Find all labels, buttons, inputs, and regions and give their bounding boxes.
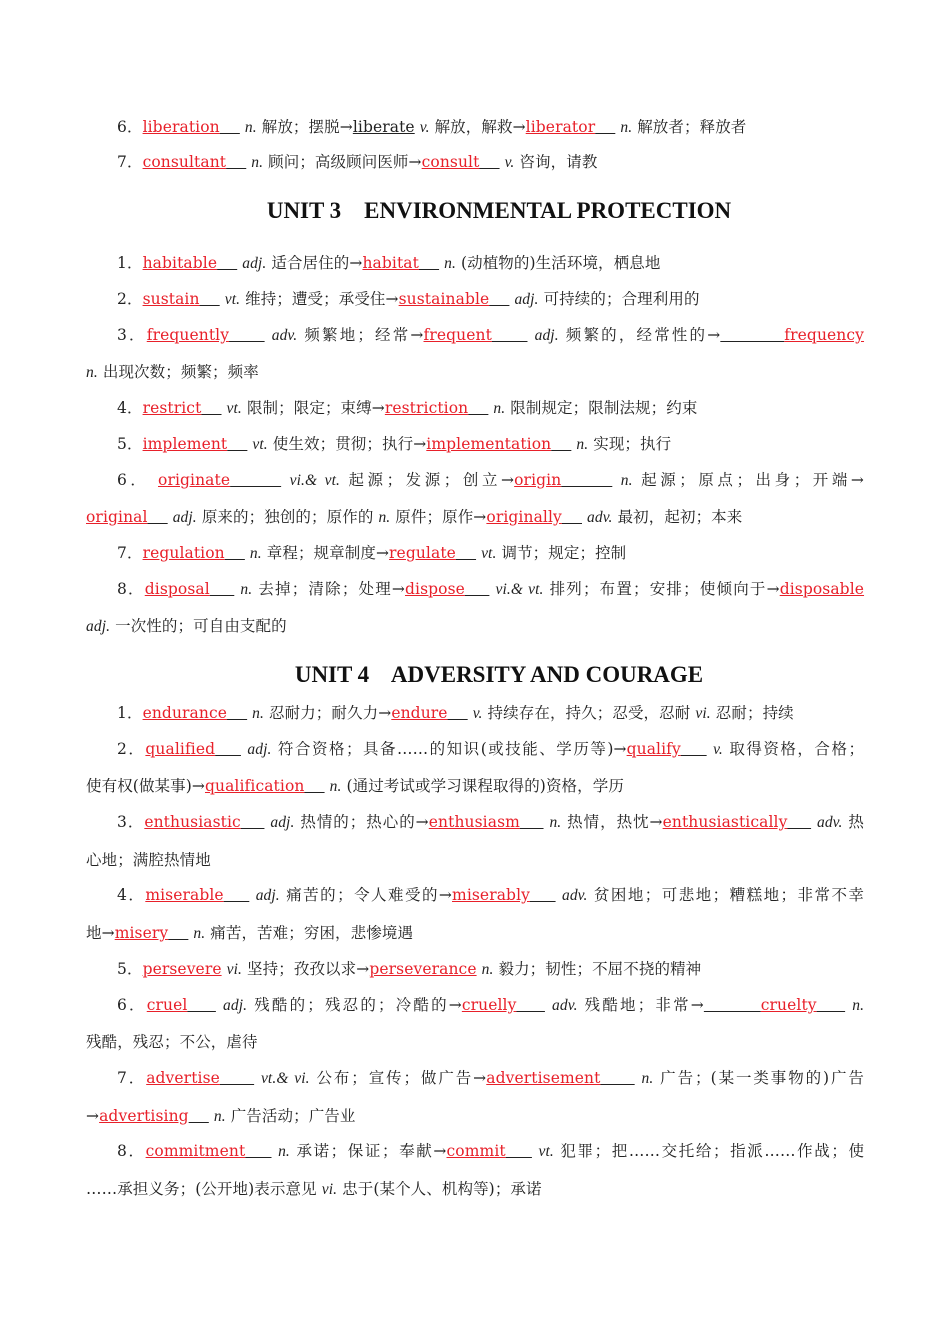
answer-word: habitat [362, 254, 419, 272]
answer-blank [215, 740, 241, 758]
answer-word: perseverance [369, 960, 477, 978]
entry-text: 1． [117, 254, 143, 272]
entry-text: 6． [117, 996, 147, 1014]
part-of-speech: n. [240, 581, 253, 598]
answer-word: frequently [146, 326, 230, 344]
part-of-speech: n. [493, 400, 506, 417]
answer-word: implement [142, 435, 228, 453]
answer-word: advertising [99, 1107, 189, 1125]
answer-blank [230, 471, 281, 489]
entry-line [117, 703, 864, 724]
answer-blank [561, 471, 612, 489]
entry-line [117, 117, 864, 138]
answer-blank [229, 326, 265, 344]
part-of-speech: n. [444, 255, 456, 272]
entry-text: 持续存在，持久；忍受，忍耐 [482, 704, 696, 722]
answer-word: enthusiastically [662, 813, 788, 831]
part-of-speech: v. [419, 119, 430, 136]
answer-word: sustain [142, 290, 200, 308]
answer-word: miserably [452, 886, 530, 904]
entry-text: 使生效；贯彻；执行→ [267, 435, 427, 453]
entry-line [117, 470, 864, 491]
answer-blank [187, 996, 215, 1014]
entry-text: 起源；发源；创立→ [339, 471, 515, 489]
entry-text [527, 326, 534, 344]
entry-text: 限制；限定；束缚→ [241, 399, 385, 417]
answer-word: miserable [145, 886, 224, 904]
entry-line [117, 152, 864, 173]
part-of-speech: n. [244, 119, 257, 136]
answer-word: frequent [423, 326, 492, 344]
entry-text: 限制规定；限制法规；约束 [505, 399, 698, 417]
part-of-speech: vt. [481, 545, 497, 562]
answer-blank [479, 153, 499, 171]
answer-word: advertise [146, 1069, 220, 1087]
entry-text: 调节；规定；控制 [496, 544, 627, 562]
part-of-speech: adj. [223, 997, 248, 1014]
entry-line [117, 812, 864, 833]
entry-line [117, 325, 864, 346]
part-of-speech: adj. [247, 741, 272, 758]
answer-word: originally [486, 508, 562, 526]
entry-line [86, 1032, 864, 1052]
answer-blank [456, 544, 476, 562]
entry-text: 残酷，残忍；不公，虐待 [86, 1033, 258, 1051]
answer-blank [220, 1069, 254, 1087]
answer-blank [489, 290, 509, 308]
given-word: liberate [352, 118, 415, 136]
entry-line [117, 739, 864, 760]
entry-line [117, 543, 864, 564]
answer-blank [551, 435, 571, 453]
entry-text: 忍耐；持续 [710, 704, 794, 722]
part-of-speech: adv. [271, 327, 298, 344]
answer-blank [562, 508, 582, 526]
answer-word: commit [446, 1142, 506, 1160]
entry-text: 公布；宣传；做广告→ [309, 1069, 487, 1087]
answer-word: origin [514, 471, 562, 489]
entry-line [117, 434, 864, 455]
entry-line [86, 923, 864, 944]
answer-word: enthusiasm [428, 813, 520, 831]
entry-line [117, 959, 864, 980]
entry-line [86, 507, 864, 528]
answer-blank [595, 118, 615, 136]
entry-text: 7． [117, 544, 143, 562]
entry-text: 频繁的，经常性的→ [558, 326, 721, 344]
part-of-speech: n. [620, 472, 633, 489]
part-of-speech: vt. [252, 436, 268, 453]
entry-text: 7． [117, 1069, 147, 1087]
entry-text: 5． [117, 435, 143, 453]
entry-line [86, 1106, 864, 1127]
answer-word: implementation [426, 435, 552, 453]
entry-text: 6． [117, 118, 143, 136]
part-of-speech: n. [641, 1070, 654, 1087]
part-of-speech: adj. [242, 255, 267, 272]
answer-word: advertisement [486, 1069, 601, 1087]
answer-blank [787, 813, 811, 831]
part-of-speech: n. [378, 509, 391, 526]
answer-blank [448, 704, 468, 722]
entry-text: 解放，解救→ [429, 118, 526, 136]
answer-word: sustainable [398, 290, 490, 308]
entry-text: 维持；遭受；承受住→ [240, 290, 399, 308]
entry-text [265, 326, 272, 344]
part-of-speech: adj. [255, 887, 280, 904]
answer-word: liberator [525, 118, 596, 136]
answer-word: consultant [142, 153, 227, 171]
answer-blank [168, 924, 188, 942]
entry-line [86, 850, 864, 870]
entry-text: 热 [842, 813, 865, 831]
entry-text: 解放；摆脱→ [256, 118, 353, 136]
answer-word: restrict [142, 399, 202, 417]
entry-text: (动植物的)生活环境，栖息地 [455, 254, 661, 272]
part-of-speech: adj. [172, 509, 197, 526]
entry-text: 章程；规章制度→ [261, 544, 390, 562]
answer-blank [217, 254, 237, 272]
entry-text: 原件；原作→ [390, 508, 487, 526]
entry-text [545, 996, 552, 1014]
answer-word: liberation [142, 118, 220, 136]
entry-text: 6． [117, 471, 159, 489]
answer-word: disposal [144, 580, 210, 598]
entry-line [117, 995, 864, 1016]
answer-word: endure [391, 704, 448, 722]
answer-word: qualification [204, 777, 305, 795]
part-of-speech: adv. [816, 814, 843, 831]
entry-text: 适合居住的→ [266, 254, 363, 272]
entry-text: 一次性的；可自由支配的 [110, 617, 287, 635]
answer-word: misery [114, 924, 169, 942]
part-of-speech: n. [549, 814, 562, 831]
entry-text: 2． [117, 290, 143, 308]
answer-blank [516, 996, 544, 1014]
entry-line [117, 253, 864, 274]
answer-blank [520, 813, 544, 831]
entry-text: 可持续的；合理利用的 [538, 290, 700, 308]
part-of-speech: n. [213, 1108, 226, 1125]
entry-text: 咨询，请教 [514, 153, 598, 171]
part-of-speech: vt. [226, 400, 242, 417]
answer-word: cruelty [760, 996, 817, 1014]
entry-text: 毅力；韧性；不屈不挠的精神 [493, 960, 702, 978]
answer-word: dispose [404, 580, 465, 598]
entry-text: 热情的；热心的→ [294, 813, 429, 831]
answer-word: frequency [784, 326, 865, 344]
part-of-speech: vi. [226, 961, 243, 978]
part-of-speech: vi. [321, 1181, 338, 1198]
part-of-speech: n. [481, 961, 494, 978]
entry-line [86, 1179, 864, 1200]
answer-word: endurance [142, 704, 228, 722]
entry-text: 出现次数；频繁；频率 [97, 363, 259, 381]
entry-text: 实现；执行 [588, 435, 672, 453]
entry-text: 起源；原点；出身；开端→ [632, 471, 864, 489]
answer-blank [210, 580, 234, 598]
entry-text: 频繁地；经常→ [297, 326, 424, 344]
part-of-speech: adj. [534, 327, 559, 344]
entry-text: 残酷的；残忍的；冷酷的→ [247, 996, 462, 1014]
entry-text: 使有权(做某事)→ [86, 777, 205, 795]
entry-text: 3． [117, 813, 145, 831]
entry-text: 1． [117, 704, 143, 722]
unit-heading: UNIT 4 ADVERSITY AND COURAGE [294, 662, 704, 687]
part-of-speech: adj. [514, 291, 539, 308]
entry-line [86, 776, 864, 797]
part-of-speech: n. [251, 154, 264, 171]
entry-text: 残酷地；非常→ [577, 996, 704, 1014]
entry-text [281, 471, 290, 489]
entry-line [86, 362, 864, 383]
answer-word: persevere [142, 960, 222, 978]
entry-text [612, 471, 621, 489]
entry-text: 广告活动；广告业 [225, 1107, 356, 1125]
answer-word: habitable [142, 254, 218, 272]
part-of-speech: n. [852, 997, 865, 1014]
part-of-speech: vt. [224, 291, 241, 308]
entry-text: 4． [117, 399, 143, 417]
answer-blank [201, 399, 221, 417]
part-of-speech: adv. [561, 887, 588, 904]
answer-blank [600, 1069, 634, 1087]
answer-word: enthusiastic [144, 813, 241, 831]
entry-text: 4． [117, 886, 146, 904]
entry-text: 广告；(某一类事物的)广告 [653, 1069, 865, 1087]
entry-line [117, 1141, 864, 1162]
entry-text: 2． [117, 740, 146, 758]
entry-text: 取得资格，合格； [722, 740, 865, 758]
part-of-speech: n. [329, 778, 342, 795]
entry-line [117, 398, 864, 419]
entry-line [117, 1068, 864, 1089]
part-of-speech: adj. [86, 618, 111, 635]
answer-blank [506, 1142, 532, 1160]
entry-text: → [86, 1107, 100, 1125]
part-of-speech: vt. [538, 1143, 554, 1160]
entry-text: 解放者；释放者 [632, 118, 747, 136]
part-of-speech: v. [713, 741, 723, 758]
entry-text: ……承担义务；(公开地)表示意见 [86, 1180, 322, 1198]
part-of-speech: v. [472, 705, 483, 722]
entry-text: 8． [117, 580, 145, 598]
answer-blank [245, 1142, 271, 1160]
part-of-speech: adv. [587, 509, 613, 526]
answer-blank [189, 1107, 209, 1125]
entry-line [117, 579, 864, 600]
answer-blank [200, 290, 220, 308]
answer-blank [226, 153, 246, 171]
entry-text: 5． [117, 960, 143, 978]
part-of-speech: n. [252, 705, 264, 722]
entry-text [635, 1069, 642, 1087]
unit-heading: UNIT 3 ENVIRONMENTAL PROTECTION [266, 198, 732, 223]
answer-blank [681, 740, 707, 758]
entry-line [117, 885, 864, 906]
entry-text: 原来的；独创的；原作的 [196, 508, 379, 526]
entry-text: 痛苦，苦难；穷困，悲惨境遇 [205, 924, 414, 942]
entry-text: 顾问；高级顾问医师→ [263, 153, 422, 171]
entry-text: 忍耐力；耐久力→ [263, 704, 392, 722]
entry-line [86, 616, 864, 637]
entry-text: 犯罪；把……交托给；指派……作战；使 [553, 1142, 865, 1160]
answer-blank [492, 326, 528, 344]
answer-blank [465, 580, 489, 598]
entry-text [216, 996, 223, 1014]
answer-word: qualified [145, 740, 216, 758]
entry-text: 贫困地；可悲地；糟糕地；非常不幸 [587, 886, 865, 904]
answer-word: originate [158, 471, 231, 489]
answer-word: qualify [626, 740, 681, 758]
entry-text: 7． [117, 153, 143, 171]
answer-blank [817, 996, 845, 1014]
answer-blank [148, 508, 168, 526]
entry-text: 承诺；保证；奉献→ [289, 1142, 447, 1160]
entry-line [117, 289, 864, 310]
entry-text: 痛苦的；令人难受的→ [279, 886, 453, 904]
part-of-speech: n. [86, 364, 98, 381]
answer-word: disposable [779, 580, 865, 598]
entry-text: 坚持；孜孜以求→ [242, 960, 370, 978]
entry-text: 心地；满腔热情地 [86, 851, 211, 869]
answer-blank [227, 435, 247, 453]
answer-word: restriction [384, 399, 469, 417]
answer-blank [220, 118, 240, 136]
part-of-speech: n. [278, 1143, 290, 1160]
entry-text: 符合资格；具备……的知识(或技能、学历等)→ [271, 740, 627, 758]
answer-word: cruelly [461, 996, 517, 1014]
part-of-speech: n. [620, 119, 633, 136]
entry-text: 排列；布置；安排；使倾向于→ [543, 580, 780, 598]
entry-text [254, 1069, 261, 1087]
part-of-speech: vi.& vt. [495, 581, 544, 598]
answer-blank [720, 326, 784, 344]
entry-text: 热情，热忱→ [561, 813, 663, 831]
answer-word: original [86, 508, 148, 526]
entry-text: 地→ [86, 924, 115, 942]
entry-text: 最初，起初；本来 [612, 508, 743, 526]
part-of-speech: vi. [695, 705, 711, 722]
answer-word: cruel [146, 996, 188, 1014]
answer-blank [227, 704, 247, 722]
entry-text: 8． [117, 1142, 146, 1160]
answer-blank [304, 777, 324, 795]
part-of-speech: vt.& vi. [260, 1070, 310, 1087]
entry-text: 去掉；清除；处理→ [252, 580, 405, 598]
answer-blank [241, 813, 265, 831]
answer-blank [468, 399, 488, 417]
part-of-speech: vi.& vt. [289, 472, 340, 489]
answer-blank [530, 886, 556, 904]
answer-blank [224, 886, 250, 904]
part-of-speech: v. [504, 154, 515, 171]
answer-blank [225, 544, 245, 562]
answer-word: commitment [145, 1142, 246, 1160]
part-of-speech: n. [193, 925, 206, 942]
answer-word: regulation [142, 544, 225, 562]
part-of-speech: n. [576, 436, 589, 453]
part-of-speech: adv. [552, 997, 578, 1014]
entry-text: 3． [117, 326, 147, 344]
answer-word: regulate [389, 544, 456, 562]
answer-word: consult [421, 153, 480, 171]
part-of-speech: n. [249, 545, 262, 562]
part-of-speech: adj. [270, 814, 295, 831]
answer-blank [704, 996, 761, 1014]
answer-blank [419, 254, 439, 272]
entry-text: 忠于(某个人、机构等)；承诺 [337, 1180, 542, 1198]
entry-text: (通过考试或学习课程取得的)资格，学历 [341, 777, 624, 795]
